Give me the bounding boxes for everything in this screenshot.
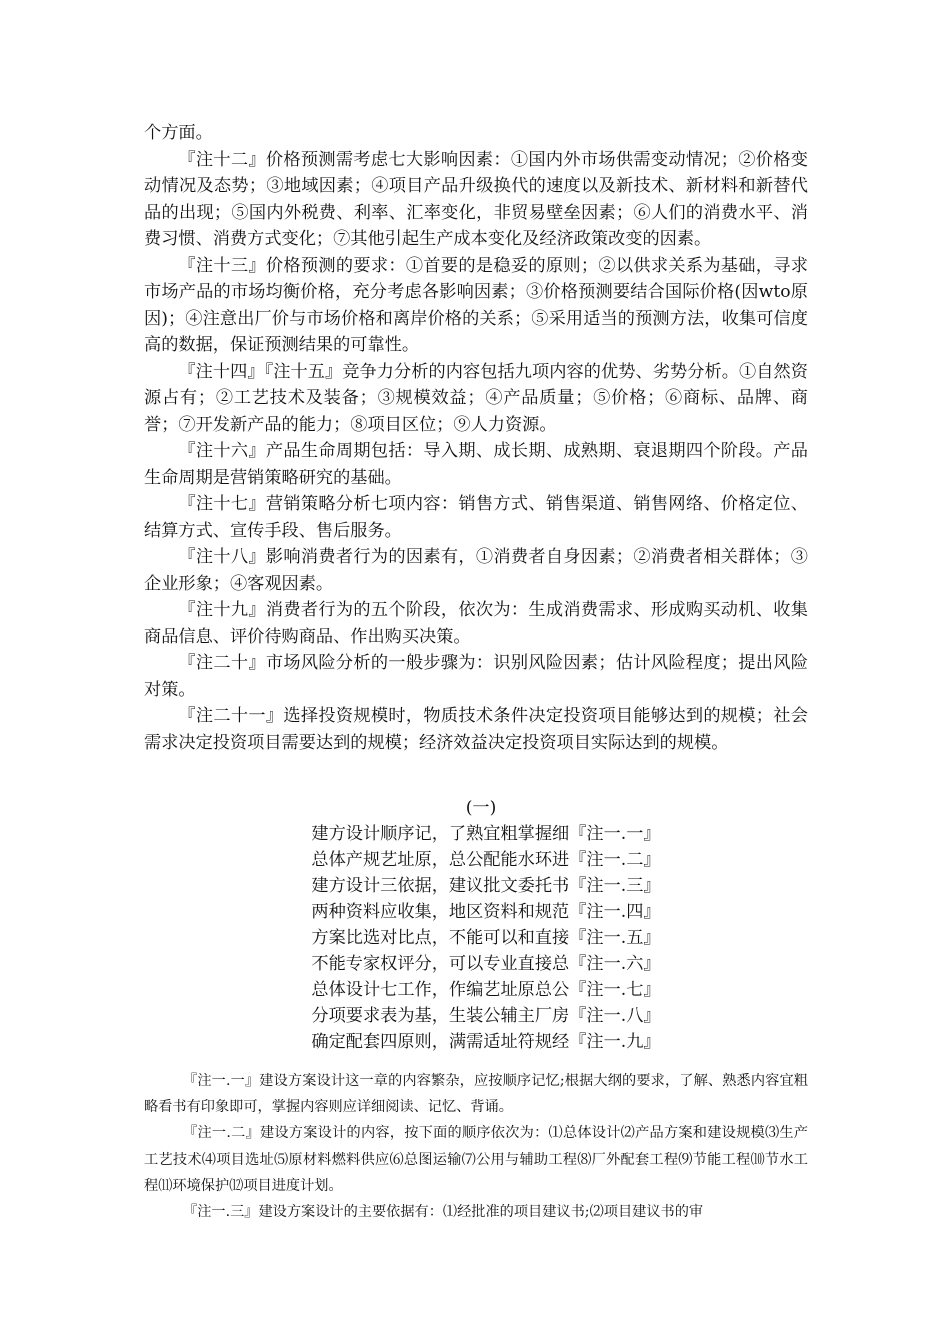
verse-line: 两种资料应收集，地区资料和规范『注一.四』 [311,902,661,922]
note-paragraph: 『注十六』产品生命周期包括：导入期、成长期、成熟期、衰退期四个阶段。产品生命周期是营销策略研究的基础。 [144,441,808,488]
note-paragraph: 『注十八』影响消费者行为的因素有，①消费者自身因素；②消费者相关群体；③企业形象；④客观因素。 [144,547,808,594]
verse-line: 总体产规艺址原，总公配能水环进『注一.二』 [311,850,661,870]
note-paragraph: 『注二十一』选择投资规模时，物质技术条件决定投资项目能够达到的规模；社会需求决定投资项目需要达到的规模；经济效益决定投资项目实际达到的规模。 [144,706,808,753]
note-paragraph: 『注十七』营销策略分析七项内容：销售方式、销售渠道、销售网络、价格定位、结算方式、宣传手段、售后服务。 [144,494,808,541]
notes-bottom-section [144,1068,808,1225]
verse-line: 不能专家权评分，可以专业直接总『注一.六』 [311,954,661,974]
note-paragraph: 『注一.一』建设方案设计这一章的内容繁杂，应按顺序记忆;根据大纲的要求，了解、熟悉内容宜粗略看书有印象即可，掌握内容则应详细阅读、记忆、背诵。 [144,1073,808,1116]
note-paragraph: 『注一.二』建设方案设计的内容，按下面的顺序依次为：⑴总体设计⑵产品方案和建设规模⑶生产工艺技术⑷项目选址⑸原材料燃料供应⑹总图运输⑺公用与辅助工程⑻厂外配套工程⑼节能工程⑽节水工程⑾环境保护⑿项目进度计划。 [144,1125,808,1194]
verse-title: (一) [465,798,497,818]
note-paragraph: 『注十九』消费者行为的五个阶段，依次为：生成消费需求、形成购买动机、收集商品信息、评价待购商品、作出购买决策。 [144,600,808,647]
note-paragraph: 个方面。 [144,123,213,143]
verse-line: 分项要求表为基，生装公辅主厂房『注一.八』 [311,1006,661,1026]
note-paragraph: 『注十四』『注十五』竞争力分析的内容包括九项内容的优势、劣势分析。①自然资源占有；②工艺技术及装备；③规模效益；④产品质量；⑤价格；⑥商标、品牌、商誉；⑦开发新产品的能力；⑧项目区位；⑨人力资源。 [144,361,808,435]
verse-line: 总体设计七工作，作编艺址原总公『注一.七』 [311,980,661,1000]
mnemonic-verse [0,795,950,1055]
verse-line: 建方设计三依据，建议批文委托书『注一.三』 [311,876,661,896]
notes-top-section [144,120,808,756]
note-paragraph: 『注十三』价格预测的要求：①首要的是稳妥的原则；②以供求关系为基础，寻求市场产品的市场均衡价格，充分考虑各影响因素；③价格预测要结合国际价格(因wto原因)；④注意出厂价与市场价格和离岸价格的关系；⑤采用适当的预测方法，收集可信度高的数据，保证预测结果的可靠性。 [144,255,808,355]
verse-line: 建方设计顺序记，了熟宜粗掌握细『注一.一』 [311,824,661,844]
note-paragraph: 『注十二』价格预测需考虑七大影响因素：①国内外市场供需变动情况；②价格变动情况及态势；③地域因素；④项目产品升级换代的速度以及新技术、新材料和新替代品的出现；⑤国内外税费、利率、汇率变化，非贸易壁垒因素；⑥人们的消费水平、消费习惯、消费方式变化；⑦其他引起生产成本变化及经济政策改变的因素。 [144,149,808,249]
note-paragraph: 『注一.三』建设方案设计的主要依据有：⑴经批准的项目建议书;⑵项目建议书的审 [183,1204,704,1221]
note-paragraph: 『注二十』市场风险分析的一般步骤为：识别风险因素；估计风险程度；提出风险对策。 [144,653,808,700]
verse-line: 确定配套四原则，满需适址符规经『注一.九』 [311,1032,661,1052]
verse-line: 方案比选对比点，不能可以和直接『注一.五』 [311,928,661,948]
